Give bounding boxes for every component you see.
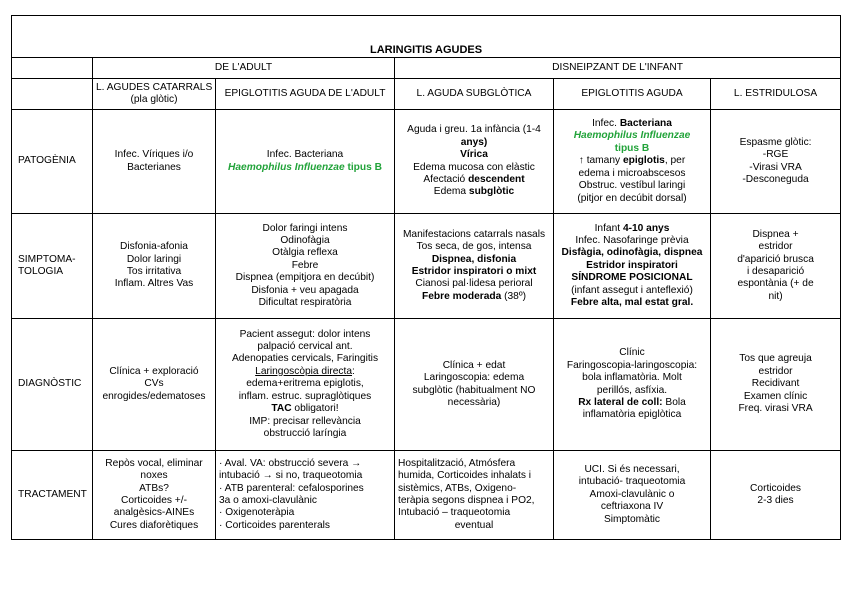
cell-patogenia-epiglotitis-infant: Infec. Bacteriana Haemophilus Influenzae tipus B ↑ tamany epiglotis, per edema i microabscesos Obstruc. vestíbul laringi (pitjor en decúbit dorsal) [554,110,711,214]
row-label-tractament: TRACTAMENT [12,451,93,540]
empty-corner-cell [12,58,93,79]
col-header-estridulosa: L. ESTRIDULOSA [711,79,841,110]
cell-tractament-epiglotitis-infant: UCI. Si és necessari, intubació- traqueotomia Amoxi-clavulànic o ceftriaxona IV Simptomàtic [554,451,711,540]
col-header-epiglotitis-infant: EPIGLOTITIS AGUDA [554,79,711,110]
cell-simptomatologia-epiglotitis-adult: Dolor faringi intens Odinofàgia Otàlgia reflexa Febre Dispnea (empitjora en decúbit) Disfonia + veu apagada Dificultat respiratòria [216,214,395,319]
cell-simptomatologia-catarral: Disfonia-afonia Dolor laringi Tos irritativa Inflam. Altres Vas [93,214,216,319]
cell-tractament-subglotica: Hospitalització, Atmósfera humida, Corticoides inhalats i sistèmics, ATBs, Oxigeno- teràpia segons dispnea i PO2, Intubació – traqueotomia eventual [395,451,554,540]
cell-diagnostic-epiglotitis-infant: Clínic Faringoscopia-laringoscopia: bola inflamatòria. Molt perillós, asfíxia. Rx lateral de coll: Bola inflamatòria epiglòtica [554,319,711,451]
cell-patogenia-subglotica: Aguda i greu. 1a infància (1-4 anys) Vírica Edema mucosa con elàstic Afectació descendent Edema subglòtic [395,110,554,214]
col-header-catarral: L. AGUDES CATARRALS (pla glòtic) [93,79,216,110]
cell-diagnostic-subglotica: Clínica + edat Laringoscopia: edema subglòtic (habitualment NO necessària) [395,319,554,451]
group-header-adult: DE L'ADULT [93,58,395,79]
cell-diagnostic-estridulosa: Tos que agreuja estridor Recidivant Examen clínic Freq. virasi VRA [711,319,841,451]
col-header-subglotica: L. AGUDA SUBGLÒTICA [395,79,554,110]
cell-simptomatologia-epiglotitis-infant: Infant 4-10 anys Infec. Nasofaringe prèvia Disfàgia, odinofàgia, dispnea Estridor inspiratori SÍNDROME POSICIONAL (infant assegut i anteflexió) Febre alta, mal estat gral. [554,214,711,319]
cell-tractament-epiglotitis-adult: · Aval. VA: obstrucció severa → intubació → si no, traqueotomia · ATB parenteral: cefalosporines 3a o amoxi-clavulànic · Oxigenoteràpia · Corticoides parenterals [216,451,395,540]
cell-tractament-estridulosa: Corticoides 2-3 dies [711,451,841,540]
row-label-diagnostic: DIAGNÒSTIC [12,319,93,451]
cell-tractament-catarral: Repòs vocal, eliminar noxes ATBs? Corticoides +/- analgèsics-AINEs Cures diaforètiques [93,451,216,540]
cell-simptomatologia-estridulosa: Dispnea + estridor d'aparició brusca i desaparició espontània (+ de nit) [711,214,841,319]
cell-patogenia-estridulosa: Espasme glòtic: -RGE -Virasi VRA -Desconeguda [711,110,841,214]
group-header-infant: DISNEIPZANT DE L'INFANT [395,58,841,79]
row-label-simptomatologia: SIMPTOMA- TOLOGIA [12,214,93,319]
row-label-patogenia: PATOGÈNIA [12,110,93,214]
cell-simptomatologia-subglotica: Manifestacions catarrals nasals Tos seca, de gos, intensa Dispnea, disfonia Estridor inspiratori o mixt Cianosi pal·lidesa perioral Febre moderada (38º) [395,214,554,319]
table-title: LARINGITIS AGUDES [12,16,841,58]
cell-diagnostic-epiglotitis-adult: Pacient assegut: dolor intens palpació cervical ant. Adenopaties cervicals, Faringitis Laringoscòpia directa: edema+eritrema epiglotis, inflam. estruc. supraglòtiques TAC obligatori! IMP: precisar rellevància obstrucció laríngia [216,319,395,451]
col-header-epiglotitis-adult: EPIGLOTITIS AGUDA DE L'ADULT [216,79,395,110]
cell-patogenia-catarral: Infec. Víriques i/o Bacterianes [93,110,216,214]
cell-diagnostic-catarral: Clínica + exploració CVs enrogides/edematoses [93,319,216,451]
empty-label-cell [12,79,93,110]
laringitis-table [11,15,841,540]
cell-patogenia-epiglotitis-adult: Infec. Bacteriana Haemophilus Influenzae tipus B [216,110,395,214]
